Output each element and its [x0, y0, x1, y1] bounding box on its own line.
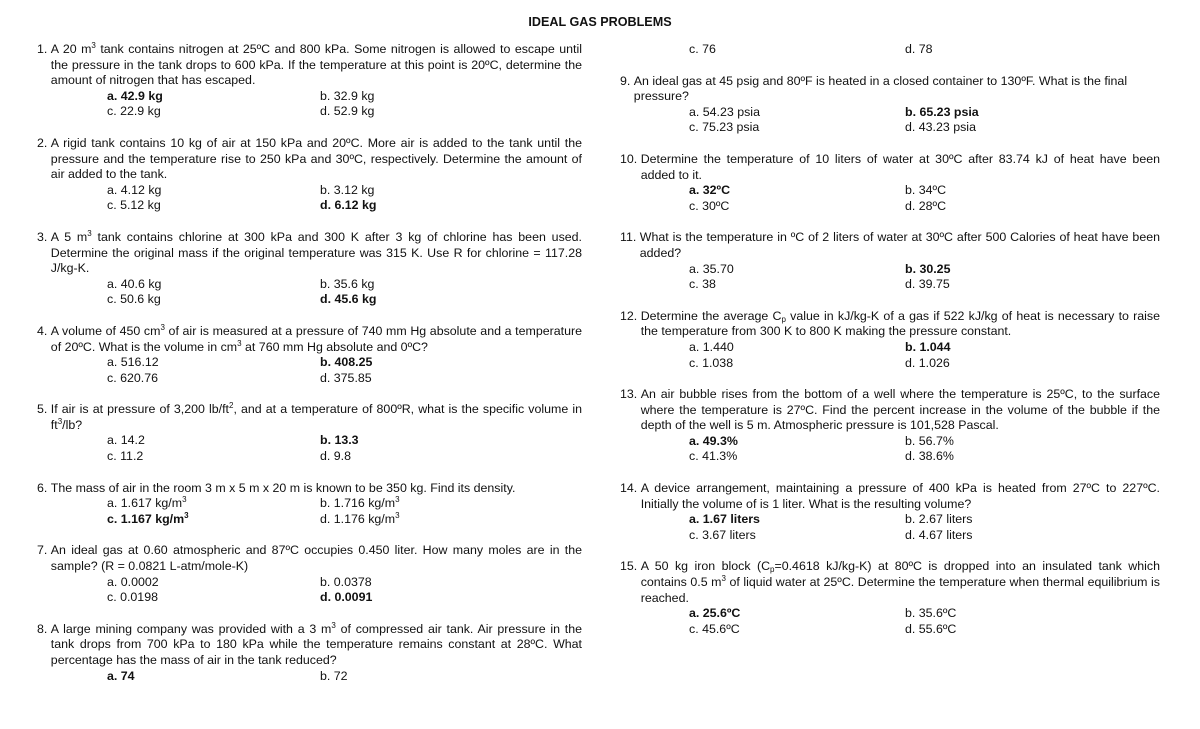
question-text: Determine the temperature of 10 liters of water at 30ºC after 83.74 kJ of heat have been added to it. [640, 151, 1160, 182]
option-a: a. 516.12 [107, 355, 159, 370]
option-d: d. 78 [905, 42, 933, 56]
option-d: d. 38.6% [905, 449, 954, 464]
option-d: d. 9.8 [320, 449, 352, 464]
question-number: 10. [620, 151, 638, 166]
question-number: 9. [620, 73, 631, 88]
question-number: 8. [37, 621, 48, 636]
option-b: b. 35.6ºC [905, 606, 957, 621]
question-number: 4. [37, 323, 48, 338]
question-5 [37, 402, 582, 464]
option-d: d. 375.85 [320, 370, 372, 385]
option-a: a. 32ºC [689, 183, 731, 198]
question-text: A 50 kg iron block ($C_p=0.4618$ kJ/kg-K) at 80ºC is dropped into an insulated tank which contains 0.5 $m^3$ of liquid water at 25ºC. Determine the temperature when thermal equilibrium is reached. [640, 559, 1160, 605]
question-text: The mass of air in the room 3 m x 5 m x 20 m is known to be 350 kg. Find its density. [50, 480, 516, 495]
question-number: 1. [37, 42, 48, 56]
answer-options [107, 355, 582, 386]
question-text: A rigid tank contains 10 kg of air at 150 kPa and 20ºC. More air is added to the tank until the pressure and the temperature rise to 250 kPa and 30ºC, respectively. Determine the amount of air added to the tank. [50, 135, 582, 182]
option-c: c. 76 [689, 42, 716, 56]
question-10 [620, 152, 1160, 214]
option-c: c. 30ºC [689, 198, 730, 213]
option-a: a. 0.0002 [107, 574, 159, 589]
question-3 [37, 230, 582, 308]
option-d: d. 43.23 psia [905, 120, 976, 135]
question-text: If air is at pressure of 3,200 $lb/ft^2$, and at a temperature of 800ºR, what is the specific volume in $ft^3/lb$? [50, 401, 582, 432]
option-d: d. 1.026 [905, 355, 950, 370]
question-text: A 20 $m^3$ tank contains nitrogen at 25ºC and 800 kPa. Some nitrogen is allowed to escape until the pressure in the tank drops to 600 kPa. If the temperature at this point is 20ºC, determine the amount of nitrogen that has escaped. [50, 41, 582, 88]
option-a: a. 25.6ºC [689, 606, 741, 621]
option-b: b. 0.0378 [320, 574, 372, 589]
question-8-continued-options [689, 42, 1160, 58]
question-number: 11. [620, 230, 637, 245]
option-b: b. 2.67 liters [905, 512, 973, 527]
option-b: b. 408.25 [320, 355, 373, 370]
question-7 [37, 543, 582, 605]
page-title: IDEAL GAS PROBLEMS [528, 15, 672, 29]
question-text: An ideal gas at 45 psig and 80ºF is heated in a closed container to 130ºF. What is the final pressure? [633, 73, 1128, 104]
answer-options [107, 183, 582, 214]
question-2 [37, 136, 582, 214]
answer-options [689, 434, 1160, 465]
option-b: b. 34ºC [905, 183, 947, 198]
answer-options [107, 433, 582, 464]
question-11 [620, 230, 1160, 292]
option-c: c. 11.2 [107, 449, 144, 464]
answer-options [689, 105, 1160, 136]
question-8 [37, 622, 582, 684]
option-b: b. 3.12 kg [320, 182, 375, 197]
option-b: b. 35.6 kg [320, 276, 375, 291]
question-6 [37, 481, 582, 528]
option-d: d. 4.67 liters [905, 527, 973, 542]
answer-options [689, 183, 1160, 214]
option-d: d. 1.176 $kg/m^3$ [320, 510, 400, 526]
option-d: d. 6.12 kg [320, 198, 377, 213]
option-d: d. 28ºC [905, 198, 947, 213]
question-4 [37, 324, 582, 386]
question-text: A device arrangement, maintaining a pressure of 400 kPa is heated from 27ºC to 227ºC. Initially the volume of is 1 liter. What is the resulting volume? [640, 481, 1160, 511]
question-14 [620, 481, 1160, 543]
question-text: A 5 $m^3$ tank contains chlorine at 300 kPa and 300 K after 3 kg of chlorine has been used. Determine the original mass if the original temperature was 315 K. Use R for chlorine = 117.28 J/kg-K. [50, 228, 582, 276]
option-b: b. 1.044 [905, 339, 951, 354]
option-c: c. 41.3% [689, 449, 738, 464]
option-a: a. 49.3% [689, 433, 738, 448]
option-d: d. 45.6 kg [320, 292, 377, 307]
option-d: d. 39.75 [905, 277, 950, 292]
question-text: What is the temperature in ºC of 2 liters of water at 30ºC after 500 Calories of heat have been added? [639, 230, 1160, 260]
option-a: a. 4.12 kg [107, 182, 162, 197]
option-b: b. 32.9 kg [320, 88, 375, 103]
question-text: A large mining company was provided with a 3 $m^3$ of compressed air tank. Air pressure in the tank drops from 700 kPa to 180 kPa while the temperature remains constant at 28ºC. What percentage has the mass of air in the tank reduced? [50, 620, 582, 667]
left-column [37, 42, 582, 684]
question-text: An ideal gas at 0.60 atmospheric and 87ºC occupies 0.450 liter. How many moles are in the sample? (R = 0.0821 L-atm/mole-K) [50, 543, 582, 574]
answer-options [107, 496, 582, 527]
option-d: d. 52.9 kg [320, 104, 375, 119]
option-b: b. 1.716 $kg/m^3$ [320, 495, 400, 511]
option-a: a. 1.617 $kg/m^3$ [107, 495, 187, 511]
question-9 [620, 74, 1160, 136]
question-text: Determine the average $C_p$ value in kJ/kg-K of a gas if 522 kJ/kg of heat is necessary to raise the temperature from 300 K to 800 K making the pressure constant. [640, 308, 1160, 339]
answer-options [689, 340, 1160, 371]
option-c: c. 75.23 psia [689, 120, 760, 135]
question-text: A volume of 450 $cm^3$ of air is measured at a pressure of 740 mm Hg absolute and a temperature of 20ºC. What is the volume in $cm^3$ at 760 mm Hg absolute and 0ºC? [50, 322, 582, 354]
option-b: b. 30.25 [905, 261, 951, 276]
question-number: 2. [37, 135, 48, 150]
answer-options [107, 669, 582, 685]
option-b: b. 56.7% [905, 433, 954, 448]
question-number: 5. [37, 402, 48, 417]
question-number: 3. [37, 229, 48, 244]
option-d: d. 55.6ºC [905, 621, 957, 636]
option-c: c. 620.76 [107, 370, 158, 385]
question-number: 7. [37, 543, 48, 558]
answer-options [689, 512, 1160, 543]
right-column [620, 42, 1160, 637]
option-c: c. 22.9 kg [107, 104, 161, 119]
answer-options [107, 277, 582, 308]
option-c: c. 38 [689, 277, 716, 292]
question-13 [620, 387, 1160, 465]
question-1 [37, 42, 582, 120]
question-number: 6. [37, 480, 48, 495]
answer-options [689, 262, 1160, 293]
option-c: c. 50.6 kg [107, 292, 161, 307]
option-d: d. 0.0091 [320, 590, 373, 605]
option-a: a. 35.70 [689, 261, 734, 276]
option-b: b. 72 [320, 668, 348, 683]
option-a: a. 40.6 kg [107, 276, 162, 291]
question-text: An air bubble rises from the bottom of a well where the temperature is 25ºC, to the surface where the temperature is 27ºC. Find the percent increase in the volume of the bubble if the depth of the well is 5 m. Atmospheric pressure is 101,528 Pascal. [640, 387, 1160, 433]
option-b: b. 13.3 [320, 433, 359, 448]
option-c: c. 1.038 [689, 355, 734, 370]
option-c: c. 5.12 kg [107, 198, 161, 213]
option-c: c. 0.0198 [107, 590, 158, 605]
option-a: a. 1.440 [689, 339, 734, 354]
option-c: c. 3.67 liters [689, 527, 756, 542]
answer-options [107, 89, 582, 120]
question-12 [620, 309, 1160, 371]
option-a: a. 1.67 liters [689, 512, 760, 527]
question-number: 12. [620, 308, 638, 323]
option-a: a. 74 [107, 668, 135, 683]
answer-options [689, 606, 1160, 637]
question-15 [620, 559, 1160, 637]
question-number: 13. [620, 387, 638, 402]
option-c: c. 45.6ºC [689, 621, 740, 636]
question-number: 14. [620, 481, 638, 496]
question-number: 15. [620, 559, 638, 574]
option-a: a. 54.23 psia [689, 104, 760, 119]
option-a: a. 42.9 kg [107, 88, 163, 103]
answer-options [107, 575, 582, 606]
option-b: b. 65.23 psia [905, 104, 979, 119]
option-c: c. 1.167 $kg/m^3$ [107, 510, 189, 526]
option-a: a. 14.2 [107, 433, 145, 448]
